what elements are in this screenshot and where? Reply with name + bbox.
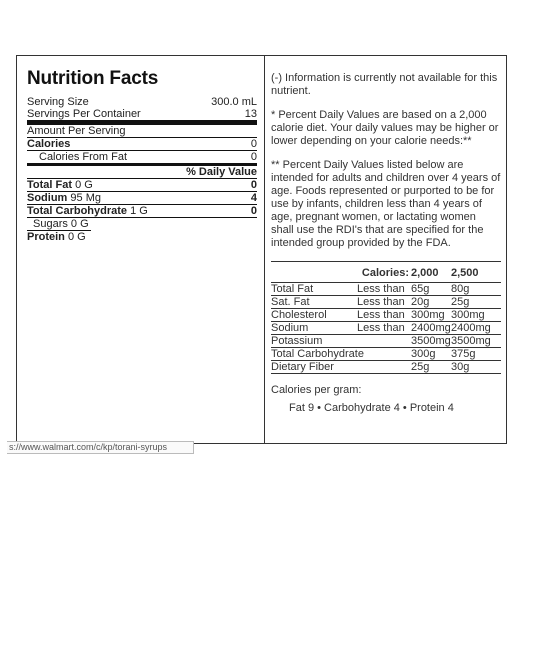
daily-value-table bbox=[271, 267, 501, 374]
calories-per-gram bbox=[271, 384, 501, 415]
nutrition-label bbox=[27, 69, 257, 243]
table-value-2500: 2400mg bbox=[451, 322, 501, 335]
calories-row bbox=[27, 138, 257, 151]
table-row bbox=[271, 309, 501, 322]
nutrition-panel bbox=[16, 55, 507, 444]
amount-per-serving-row bbox=[27, 125, 257, 138]
calories-per-gram-formula: Fat 9 • Carbohydrate 4 • Protein 4 bbox=[289, 402, 454, 414]
table-row bbox=[271, 283, 501, 296]
calories-label: Calories bbox=[27, 138, 71, 150]
serving-size-label: Serving Size bbox=[27, 96, 89, 108]
table-value-2000: 20g bbox=[411, 296, 451, 309]
table-value-2000: 300g bbox=[411, 348, 451, 361]
table-value-2000: 25g bbox=[411, 361, 451, 374]
table-row bbox=[271, 335, 501, 348]
nutrient-amount: 0 G bbox=[75, 179, 93, 191]
table-value-2000: 3500mg bbox=[411, 335, 451, 347]
calories-header-2000: 2,000 bbox=[411, 267, 451, 283]
table-value-2500: 30g bbox=[451, 361, 501, 374]
table-qualifier bbox=[357, 335, 411, 348]
nutrition-facts-title: Nutrition Facts bbox=[27, 68, 159, 89]
nutrient-row-total-fat bbox=[27, 179, 257, 192]
nutrient-dv: 0 bbox=[250, 179, 257, 191]
table-nutrient: Dietary Fiber bbox=[271, 361, 411, 374]
nutrient-name: Sodium bbox=[27, 192, 68, 204]
sugars-value: 0 G bbox=[70, 218, 89, 230]
calories-from-fat-row bbox=[27, 151, 257, 166]
nutrient-dv: 4 bbox=[250, 192, 257, 204]
calories-header-label: Calories: bbox=[357, 267, 411, 283]
table-value-2500: 80g bbox=[451, 283, 501, 296]
table-value-2000: 65g bbox=[411, 283, 451, 296]
table-nutrient: Sodium bbox=[271, 322, 357, 335]
calories-value: 0 bbox=[250, 138, 257, 150]
unavailable-note: (-) Information is currently not available for this nutrient. bbox=[271, 72, 498, 97]
table-qualifier: Less than bbox=[357, 322, 411, 335]
daily-value-reference bbox=[271, 261, 501, 374]
daily-value-header: % Daily Value bbox=[186, 166, 257, 178]
table-value-2500: 375g bbox=[451, 348, 501, 361]
amount-per-serving: Amount Per Serving bbox=[27, 125, 126, 137]
status-url-bar: s://www.walmart.com/c/kp/torani-syrups bbox=[7, 441, 194, 454]
table-nutrient: Potassium bbox=[271, 335, 357, 348]
table-row bbox=[271, 296, 501, 309]
table-nutrient: Cholesterol bbox=[271, 309, 357, 322]
servings-row bbox=[27, 108, 257, 125]
nutrient-row-total-carbohydrate bbox=[27, 205, 257, 218]
protein-label: Protein bbox=[27, 231, 65, 243]
calories-from-fat-value: 0 bbox=[250, 151, 257, 163]
nutrient-name: Total Fat bbox=[27, 179, 73, 191]
column-divider bbox=[264, 56, 265, 443]
servings-label: Servings Per Container bbox=[27, 108, 141, 120]
rdi-note: ** Percent Daily Values listed below are intended for adults and children over 4 years of age. Foods represented or purported to be for use by infants, children less than 4 years of age, pregnant women, or lactating women shall use the RDI's that are specified for the intended group provided by the FDA. bbox=[271, 159, 501, 249]
calories-from-fat-label: Calories From Fat bbox=[39, 151, 128, 163]
table-row bbox=[271, 348, 501, 361]
table-qualifier: Less than bbox=[357, 309, 411, 322]
protein-row bbox=[27, 231, 257, 243]
daily-value-header-row bbox=[27, 166, 257, 179]
table-nutrient: Total Fat bbox=[271, 283, 357, 296]
nutrient-row-sodium bbox=[27, 192, 257, 205]
table-nutrient: Total Carbohydrate bbox=[271, 348, 411, 361]
nutrient-amount: 1 G bbox=[130, 205, 148, 217]
table-value-2500: 3500mg bbox=[451, 335, 501, 348]
table-nutrient: Sat. Fat bbox=[271, 296, 357, 309]
table-value-2500: 300mg bbox=[451, 309, 501, 322]
nutrition-notes bbox=[271, 72, 501, 415]
nutrient-name: Total Carbohydrate bbox=[27, 205, 128, 217]
sugars-label: Sugars bbox=[33, 218, 68, 230]
table-row bbox=[271, 361, 501, 374]
sugars-row bbox=[27, 218, 91, 231]
table-qualifier: Less than bbox=[357, 296, 411, 309]
table-row bbox=[271, 322, 501, 335]
nutrient-amount: 95 Mg bbox=[70, 192, 101, 204]
calories-header-2500: 2,500 bbox=[451, 267, 501, 283]
daily-value-table-header bbox=[271, 267, 501, 283]
percent-dv-note: * Percent Daily Values are based on a 2,000 calorie diet. Your daily values may be higher or lower depending on your calorie needs:** bbox=[271, 109, 499, 147]
servings-value: 13 bbox=[244, 108, 257, 120]
table-qualifier: Less than bbox=[357, 283, 411, 296]
table-value-2500: 25g bbox=[451, 296, 501, 309]
nutrient-dv: 0 bbox=[250, 205, 257, 217]
table-value-2000: 2400mg bbox=[411, 322, 451, 334]
serving-size-value: 300.0 mL bbox=[211, 96, 257, 108]
protein-value: 0 G bbox=[67, 231, 86, 243]
serving-size-row bbox=[27, 96, 257, 108]
table-value-2000: 300mg bbox=[411, 309, 451, 322]
calories-per-gram-label: Calories per gram: bbox=[271, 384, 362, 396]
